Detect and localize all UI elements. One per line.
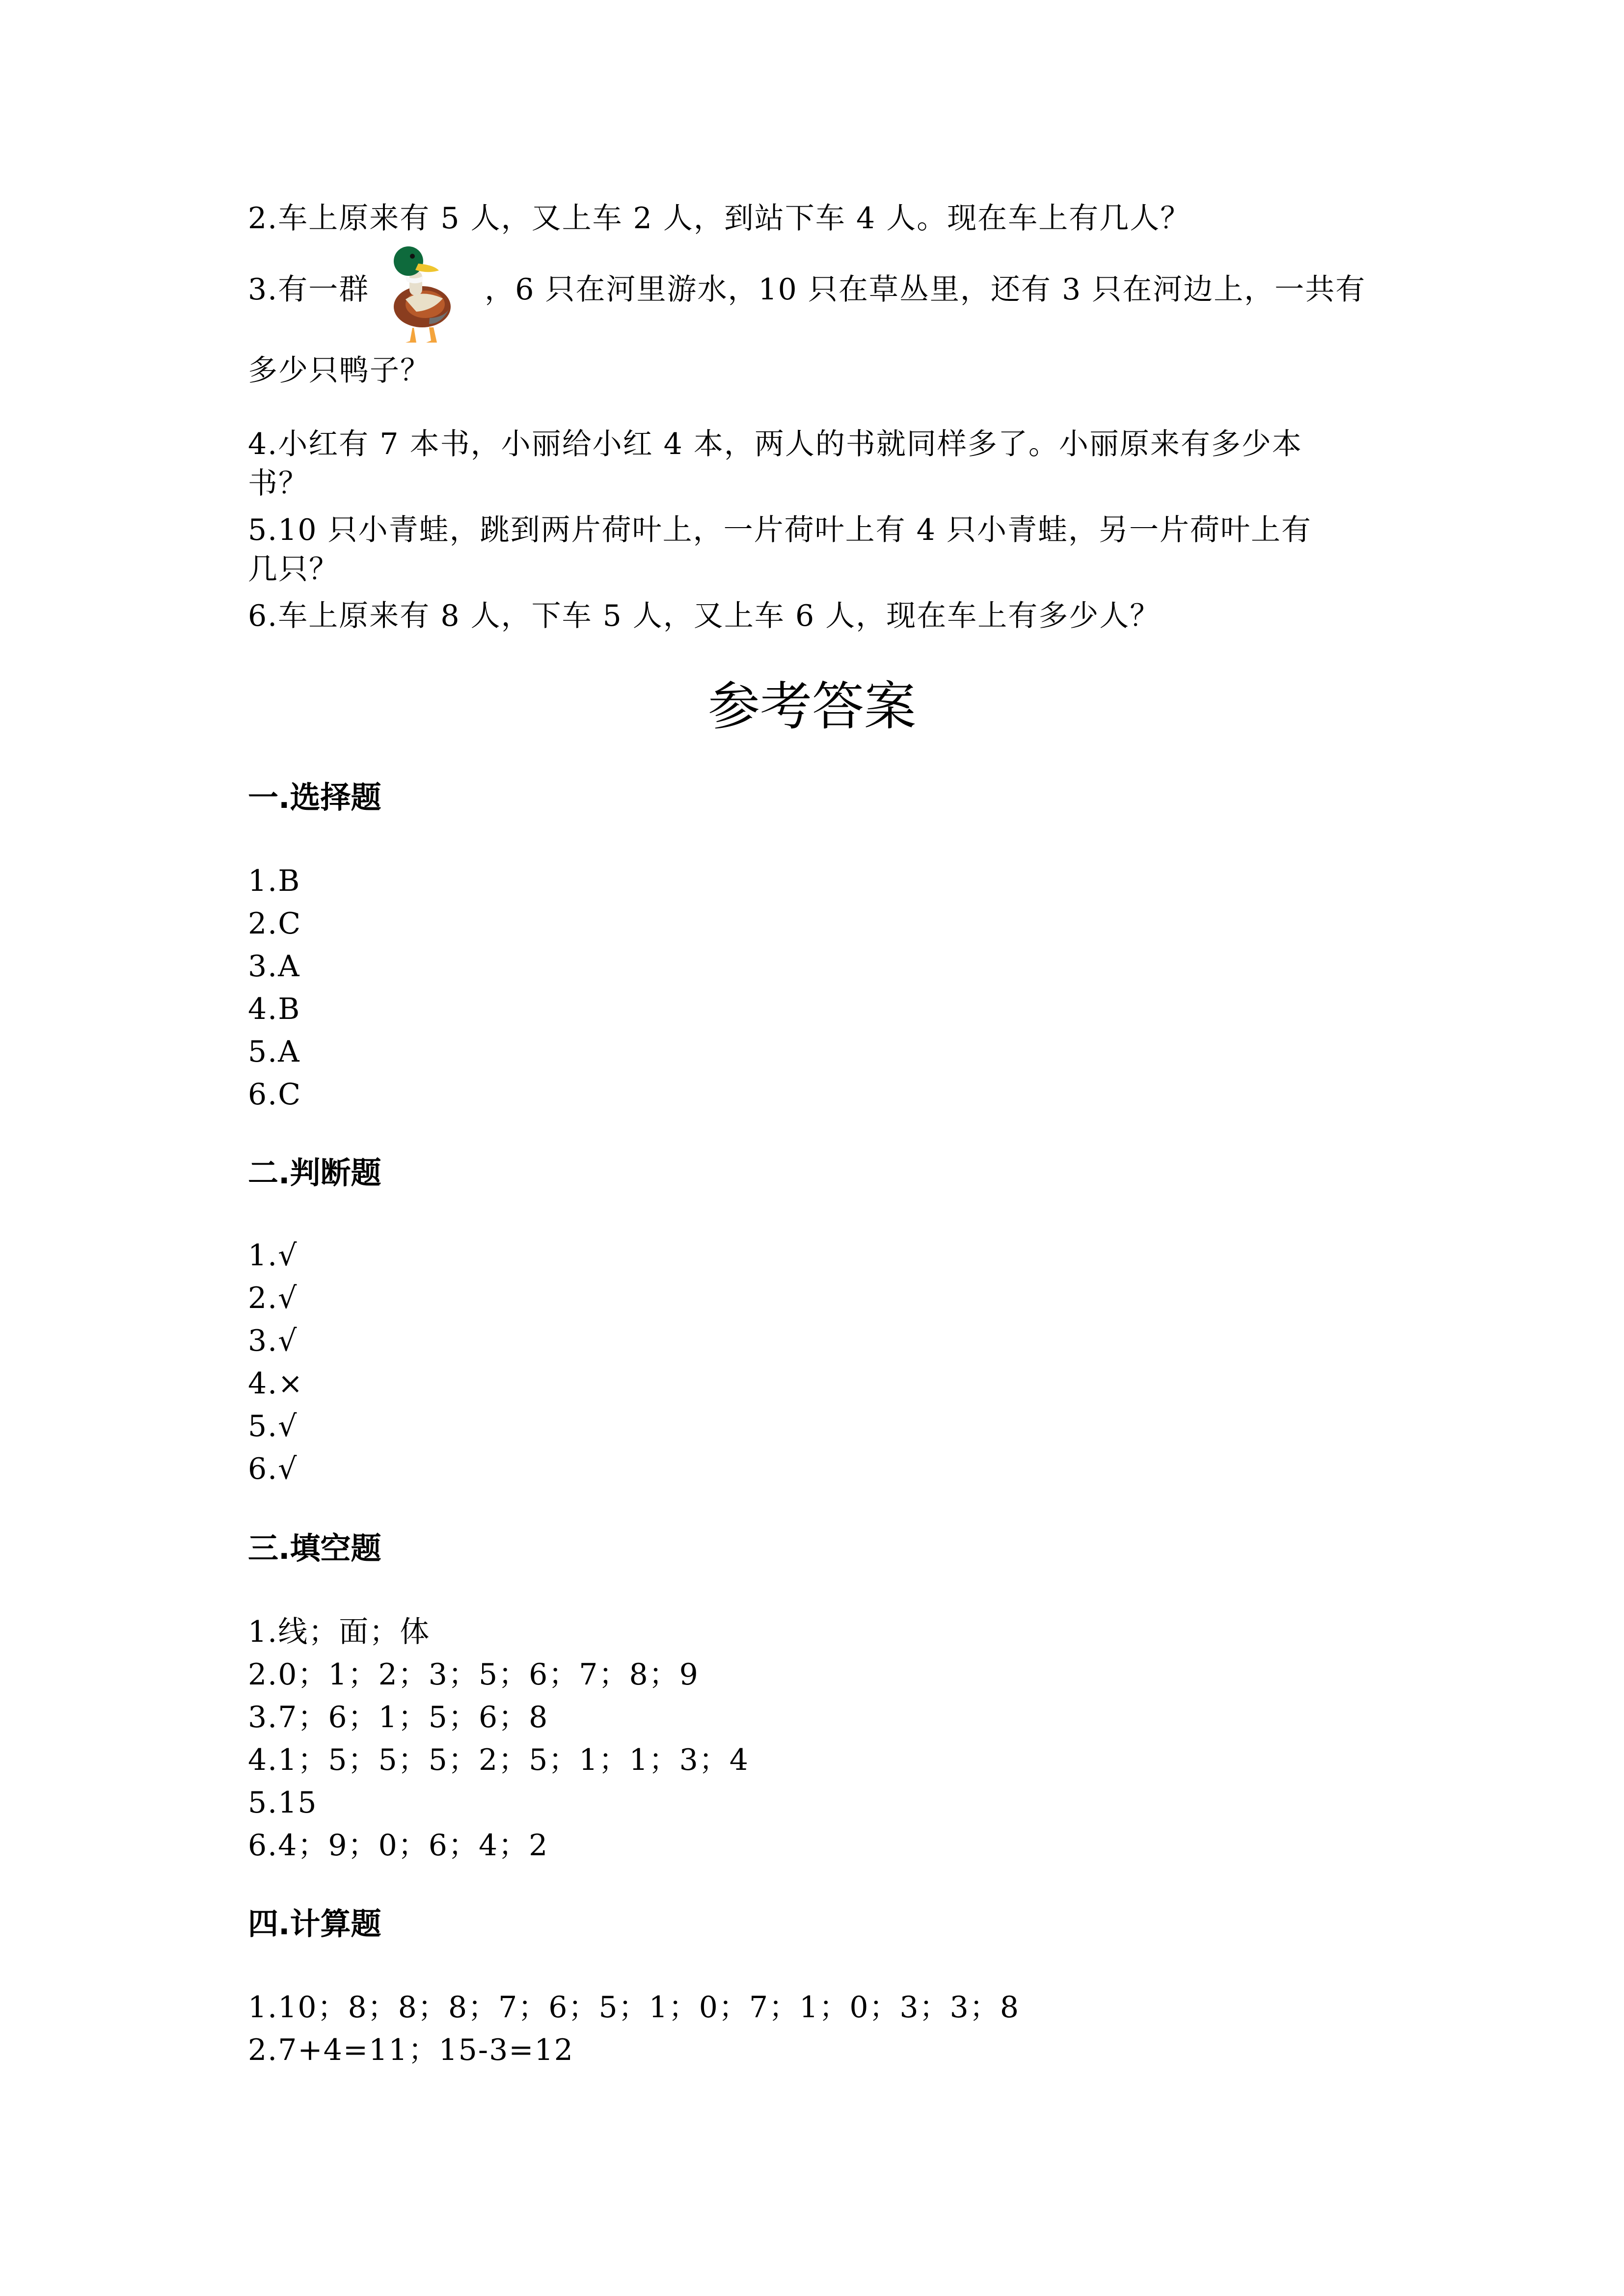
section-heading-choice: 一.选择题	[248, 779, 381, 815]
judgment-answer-2: 2.√	[248, 1281, 298, 1315]
fill-blank-answer-2: 2.0；1；2；3；5；6；7；8；9	[248, 1657, 699, 1692]
fill-blank-answer-6: 6.4；9；0；6；4；2	[248, 1828, 549, 1863]
section-heading-calculation: 四.计算题	[248, 1906, 381, 1942]
problem-3-line-2: 多少只鸭子？	[248, 353, 431, 388]
fill-blank-answer-5: 5.15	[248, 1786, 318, 1820]
judgment-answer-1: 1.√	[248, 1238, 298, 1273]
calculation-answer-2: 2.7+4=11；15-3=12	[248, 2033, 574, 2067]
fill-blank-answer-4: 4.1；5；5；5；2；5；1；1；3；4	[248, 1743, 749, 1777]
problem-3-start: 3.有一群	[248, 272, 370, 307]
problem-4-line-1: 4.小红有 7 本书，小丽给小红 4 本，两人的书就同样多了。小丽原来有多少本	[248, 427, 1302, 461]
problem-5-line-1: 5.10 只小青蛙，跳到两片荷叶上，一片荷叶上有 4 只小青蛙，另一片荷叶上有	[248, 513, 1312, 547]
choice-answer-2: 2.C	[248, 907, 302, 941]
problem-5-line-2: 几只？	[248, 552, 339, 587]
duck-icon	[378, 240, 457, 346]
section-heading-judgment: 二.判断题	[248, 1155, 381, 1191]
problem-4-line-2: 书？	[248, 466, 309, 501]
judgment-answer-5: 5.√	[248, 1409, 298, 1443]
problem-2: 2.车上原来有 5 人，又上车 2 人，到站下车 4 人。现在车上有几人？	[248, 201, 1191, 236]
choice-answer-5: 5.A	[248, 1035, 300, 1069]
problem-3-rest: ，6 只在河里游水，10 只在草丛里，还有 3 只在河边上，一共有	[485, 272, 1366, 307]
judgment-answer-4: 4.×	[248, 1366, 304, 1401]
choice-answer-4: 4.B	[248, 992, 301, 1026]
section-heading-fill-blank: 三.填空题	[248, 1530, 381, 1566]
choice-answer-1: 1.B	[248, 864, 301, 898]
judgment-answer-3: 3.√	[248, 1324, 298, 1358]
calculation-answer-1: 1.10；8；8；8；7；6；5；1；0；7；1；0；3；3；8	[248, 1990, 1020, 2025]
problem-6: 6.车上原来有 8 人，下车 5 人，又上车 6 人，现在车上有多少人？	[248, 599, 1161, 633]
choice-answer-6: 6.C	[248, 1077, 302, 1112]
fill-blank-answer-3: 3.7；6；1；5；6；8	[248, 1700, 549, 1735]
choice-answer-3: 3.A	[248, 949, 300, 984]
answer-title: 参考答案	[708, 676, 916, 737]
fill-blank-answer-1: 1.线；面；体	[248, 1615, 431, 1649]
judgment-answer-6: 6.√	[248, 1452, 298, 1486]
